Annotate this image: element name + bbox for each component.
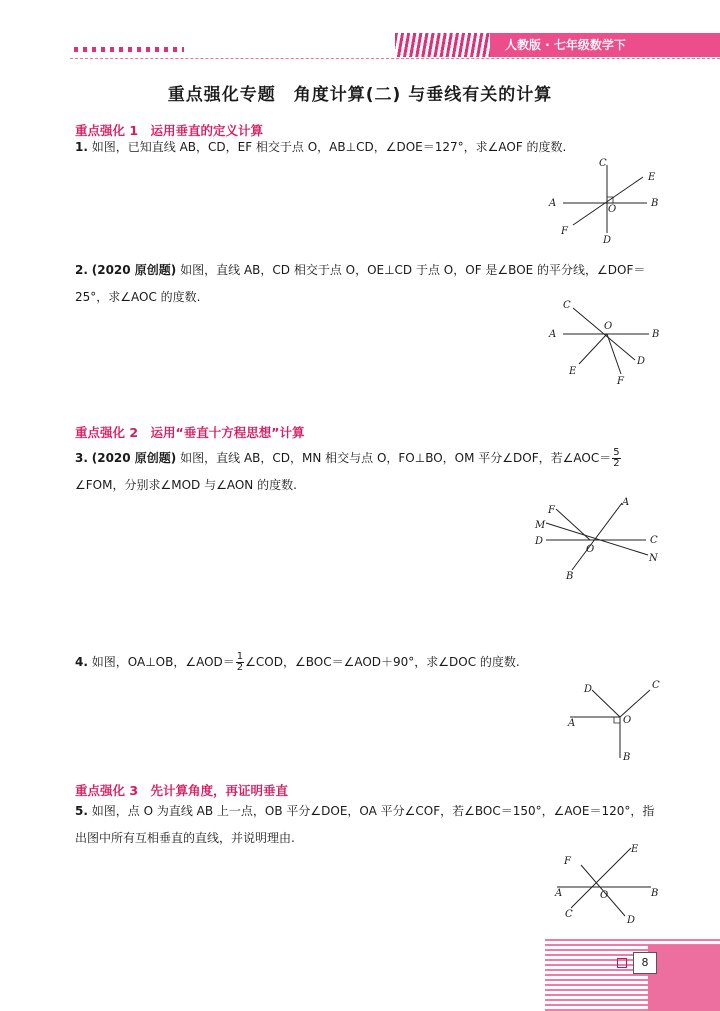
question-number: 5. xyxy=(75,804,88,818)
fig5-label-O: O xyxy=(600,890,609,901)
fig5-label-C: C xyxy=(565,909,573,920)
question-number: 4. xyxy=(75,655,88,669)
question-text: 如图，已知直线 AB，CD，EF 相交于点 O，AB⊥CD，∠DOE＝127°，求∠AOF 的度数. xyxy=(91,140,567,154)
section-heading-3: 重点强化 3 先计算角度，再证明垂直 xyxy=(75,783,289,798)
question-number: 2. xyxy=(75,263,88,277)
edition-label: 人教版 · 七年级数学下 xyxy=(505,38,626,52)
page-title: 重点强化专题 角度计算(二) 与垂线有关的计算 xyxy=(167,85,553,105)
fig5-label-D: D xyxy=(627,915,636,926)
fig2-label-O: O xyxy=(604,321,613,332)
fig2-label-C: C xyxy=(563,300,571,311)
fig4-label-B: B xyxy=(623,752,631,763)
question-3 xyxy=(75,445,665,499)
fig3-label-F: F xyxy=(548,505,555,516)
fig3-label-N: N xyxy=(649,553,658,564)
fig2-label-B: B xyxy=(652,329,660,340)
fig3-label-C: C xyxy=(650,535,658,546)
figure-5 xyxy=(545,840,665,930)
fraction xyxy=(236,652,244,673)
fig5-label-A: A xyxy=(555,888,563,899)
question-text: 如图，直线 AB，CD 相交于点 O，OE⊥CD 于点 O，OF 是∠BOE 的平分线，∠DOF＝25°，求∠AOC 的度数. xyxy=(75,263,646,304)
fraction-numerator: 1 xyxy=(236,651,244,662)
question-number: 1. xyxy=(75,140,88,154)
question-text: 如图，OA⊥OB，∠AOD＝ xyxy=(91,655,235,669)
question-text-cont: ∠COD，∠BOC＝∠AOD＋90°，求∠DOC 的度数. xyxy=(245,655,520,669)
question-text-cont: ∠FOM，分别求∠MOD 与∠AON 的度数. xyxy=(75,478,297,492)
section-heading-1: 重点强化 1 运用垂直的定义计算 xyxy=(75,123,264,138)
section-heading-2: 重点强化 2 运用“垂直十方程思想”计算 xyxy=(75,425,305,440)
fig1-label-O: O xyxy=(608,204,617,215)
fraction-numerator: 5 xyxy=(613,447,620,458)
fig1-label-B: B xyxy=(651,198,659,209)
figure-3 xyxy=(530,495,660,585)
fig3-label-B: B xyxy=(566,571,574,582)
fig3-label-M: M xyxy=(535,520,546,531)
header-stripes xyxy=(395,33,490,57)
question-text: 如图，直线 AB，CD，MN 相交与点 O，FO⊥BO，OM 平分∠DOF，若∠AOC＝ xyxy=(180,451,612,465)
fig4-label-D: D xyxy=(584,684,593,695)
fig1-label-A: A xyxy=(549,198,557,209)
figure-4 xyxy=(560,678,670,768)
page-number: 8 xyxy=(633,952,657,974)
fraction-denominator: 2 xyxy=(613,458,620,469)
fig2-label-E: E xyxy=(569,366,577,377)
fig3-label-D: D xyxy=(535,536,544,547)
fig1-label-C: C xyxy=(599,158,607,169)
header-decoration xyxy=(74,47,184,52)
question-4 xyxy=(75,649,665,676)
fig2-label-A: A xyxy=(549,329,557,340)
fig1-label-D: D xyxy=(603,235,612,246)
question-number: 3. xyxy=(75,451,88,465)
fig5-label-F: F xyxy=(564,856,571,867)
fraction-denominator: 2 xyxy=(236,662,244,673)
question-tag: (2020 原创题) xyxy=(91,451,177,465)
fig2-label-F: F xyxy=(617,376,624,387)
fig4-label-A: A xyxy=(568,718,576,729)
fig1-label-F: F xyxy=(561,226,568,237)
fig2-label-D: D xyxy=(637,356,646,367)
question-tag: (2020 原创题) xyxy=(91,263,177,277)
fig5-label-B: B xyxy=(651,888,659,899)
fig4-label-O: O xyxy=(623,715,632,726)
figure-1 xyxy=(545,155,665,245)
header-rule xyxy=(70,58,720,59)
fig5-label-E: E xyxy=(631,844,639,855)
fig3-label-A: A xyxy=(622,497,630,508)
fig3-label-O: O xyxy=(586,544,595,555)
figure-2 xyxy=(545,298,665,388)
footer-square-icon xyxy=(617,958,627,968)
question-text: 如图，点 O 为直线 AB 上一点，OB 平分∠DOE，OA 平分∠COF，若∠BOC＝150°，∠AOE＝120°，指出图中所有互相垂直的直线，并说明理由. xyxy=(75,804,655,845)
fraction xyxy=(612,448,620,469)
footer-band xyxy=(648,945,720,1011)
fig1-label-E: E xyxy=(648,172,656,183)
fig4-label-C: C xyxy=(652,680,660,691)
